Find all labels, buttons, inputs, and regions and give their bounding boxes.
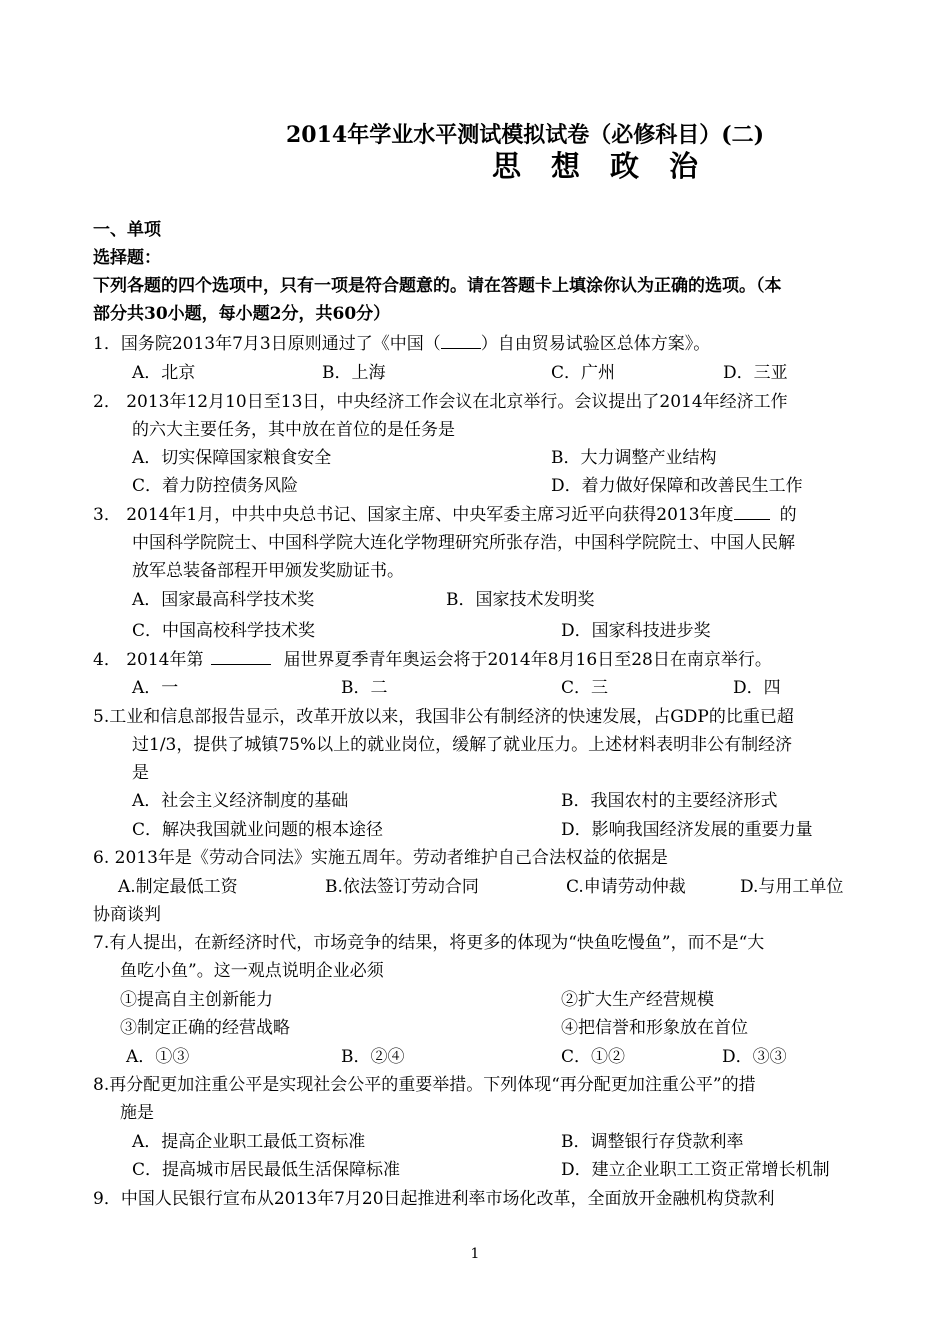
q2-option-c: C．着力防控债务风险 xyxy=(132,476,299,496)
q7-statement-4: ④把信誉和形象放在首位 xyxy=(561,1018,748,1038)
q4-option-c: C．三 xyxy=(561,678,609,698)
section-subheading: 选择题： xyxy=(93,248,161,268)
q5-option-a: A．社会主义经济制度的基础 xyxy=(132,791,349,811)
q5-option-b: B．我国农村的主要经济形式 xyxy=(561,791,778,811)
question-8-stem-2: 施是 xyxy=(120,1103,154,1123)
q7-option-d: D．③③ xyxy=(722,1047,787,1067)
question-9-stem-1: 9．中国人民银行宣布从2013年7月20日起推进利率市场化改革，全面放开金融机构贷款利 xyxy=(93,1189,775,1209)
q8-option-b: B．调整银行存贷款利率 xyxy=(561,1132,744,1152)
q3-option-b: B．国家技术发明奖 xyxy=(446,590,595,610)
q7-option-a: A．①③ xyxy=(126,1047,190,1067)
q4-option-d: D．四 xyxy=(733,678,781,698)
page-number: 1 xyxy=(470,1246,480,1262)
q6-option-a: A.制定最低工资 xyxy=(118,877,238,897)
question-5-stem-2: 过1/3，提供了城镇75%以上的就业岗位，缓解了就业压力。上述材料表明非公有制经济 xyxy=(132,735,793,755)
q3-option-d: D．国家科技进步奖 xyxy=(561,621,711,641)
exam-title: 2014年学业水平测试模拟试卷（必修科目）(二) xyxy=(285,122,765,148)
question-3-stem-3: 放军总装备部程开甲颁发奖励证书。 xyxy=(132,561,404,581)
q2-option-d: D．着力做好保障和改善民生工作 xyxy=(551,476,803,496)
question-6-stem: 6. 2013年是《劳动合同法》实施五周年。劳动者维护自己合法权益的依据是 xyxy=(93,848,668,868)
q1-option-a: A．北京 xyxy=(132,363,196,383)
q7-option-c: C．①② xyxy=(561,1047,626,1067)
q3-option-c: C．中国高校科学技术奖 xyxy=(132,621,316,641)
instructions-line-1: 下列各题的四个选项中，只有一项是符合题意的。请在答题卡上填涂你认为正确的选项。（本 xyxy=(93,276,782,296)
q1-option-b: B．上海 xyxy=(322,363,386,383)
q7-statement-1: ①提高自主创新能力 xyxy=(120,990,273,1010)
q6-option-d-continued: 协商谈判 xyxy=(93,905,161,925)
instructions-line-2: 部分共30小题，每小题2分，共60分） xyxy=(93,304,391,324)
q5-option-c: C．解决我国就业问题的根本途径 xyxy=(132,820,384,840)
question-7-stem-2: 鱼吃小鱼”。这一观点说明企业必须 xyxy=(120,961,384,981)
q7-option-b: B．②④ xyxy=(341,1047,405,1067)
question-2-stem-2: 的六大主要任务，其中放在首位的是任务是 xyxy=(132,420,455,440)
q6-option-b: B.依法签订劳动合同 xyxy=(325,877,479,897)
section-heading: 一、单项 xyxy=(93,220,161,240)
question-3-stem-1: 3． 2014年1月，中共中央总书记、国家主席、中央军委主席习近平向获得2013年度 的 xyxy=(93,505,797,525)
q2-option-a: A．切实保障国家粮食安全 xyxy=(132,448,332,468)
answer-blank xyxy=(734,503,770,520)
question-5-stem-1: 5.工业和信息部报告显示，改革开放以来，我国非公有制经济的快速发展，占GDP的比重已超 xyxy=(93,707,794,727)
question-5-stem-3: 是 xyxy=(132,763,149,783)
q5-option-d: D．影响我国经济发展的重要力量 xyxy=(561,820,813,840)
q7-statement-3: ③制定正确的经营战略 xyxy=(120,1018,290,1038)
answer-blank xyxy=(211,648,271,665)
q1-option-d: D．三亚 xyxy=(723,363,788,383)
answer-blank xyxy=(441,332,481,349)
q6-option-c: C.申请劳动仲裁 xyxy=(566,877,686,897)
q8-option-c: C．提高城市居民最低生活保障标准 xyxy=(132,1160,401,1180)
question-2-stem-1: 2． 2013年12月10日至13日，中央经济工作会议在北京举行。会议提出了2014年经济工作 xyxy=(93,392,788,412)
question-1-stem: 1．国务院2013年7月3日原则通过了《中国（ ）自由贸易试验区总体方案》。 xyxy=(93,334,711,354)
q7-statement-2: ②扩大生产经营规模 xyxy=(561,990,714,1010)
q1-option-c: C．广州 xyxy=(551,363,616,383)
question-7-stem-1: 7.有人提出，在新经济时代，市场竞争的结果，将更多的体现为“快鱼吃慢鱼”，而不是“大 xyxy=(93,933,765,953)
q4-option-a: A．一 xyxy=(132,678,179,698)
q6-option-d: D.与用工单位 xyxy=(740,877,844,897)
q8-option-a: A．提高企业职工最低工资标准 xyxy=(132,1132,366,1152)
question-8-stem-1: 8.再分配更加注重公平是实现社会公平的重要举措。下列体现“再分配更加注重公平”的措 xyxy=(93,1075,756,1095)
question-4-stem: 4． 2014年第 届世界夏季青年奥运会将于2014年8月16日至28日在南京举行。 xyxy=(93,650,772,670)
q3-option-a: A．国家最高科学技术奖 xyxy=(132,590,315,610)
q2-option-b: B．大力调整产业结构 xyxy=(551,448,717,468)
q4-option-b: B．二 xyxy=(341,678,388,698)
q8-option-d: D．建立企业职工工资正常增长机制 xyxy=(561,1160,830,1180)
subject-title: 思想政治 xyxy=(491,149,728,183)
question-3-stem-2: 中国科学院院士、中国科学院大连化学物理研究所张存浩，中国科学院院士、中国人民解 xyxy=(132,533,795,553)
